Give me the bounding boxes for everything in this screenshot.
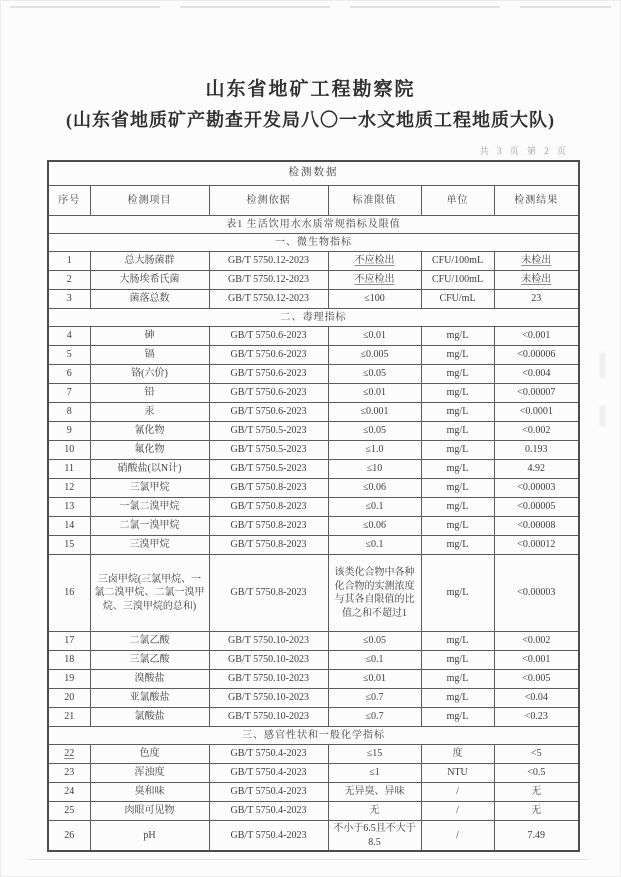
result-cell: 23 bbox=[494, 290, 579, 309]
method-cell: GB/T 5750.4-2023 bbox=[209, 802, 328, 821]
seq-cell: 2 bbox=[48, 271, 90, 290]
unit-cell: / bbox=[421, 802, 494, 821]
table-row bbox=[48, 764, 579, 783]
unit-cell: mg/L bbox=[421, 517, 494, 536]
limit-cell: ≤0.1 bbox=[328, 498, 421, 517]
item-cell: 三氯乙酸 bbox=[90, 651, 209, 670]
unit-cell: mg/L bbox=[421, 479, 494, 498]
seq-cell: 16 bbox=[48, 555, 90, 632]
limit-cell: ≤10 bbox=[328, 460, 421, 479]
method-cell: GB/T 5750.6-2023 bbox=[209, 327, 328, 346]
result-cell: <0.5 bbox=[494, 764, 579, 783]
table-row bbox=[48, 290, 579, 309]
limit-cell: ≤0.05 bbox=[328, 365, 421, 384]
method-cell: GB/T 5750.6-2023 bbox=[209, 384, 328, 403]
column-header-row bbox=[48, 186, 579, 216]
result-cell: 未检出 bbox=[494, 252, 579, 271]
section-label: 三、感官性状和一般化学指标 bbox=[48, 727, 579, 745]
unit-cell: mg/L bbox=[421, 422, 494, 441]
limit-cell: ≤0.7 bbox=[328, 708, 421, 727]
table-row bbox=[48, 460, 579, 479]
method-cell: GB/T 5750.8-2023 bbox=[209, 479, 328, 498]
limit-cell: ≤0.01 bbox=[328, 670, 421, 689]
scan-smudge-artifact bbox=[600, 352, 605, 378]
item-cell: pH bbox=[90, 821, 209, 852]
seq-cell: 14 bbox=[48, 517, 90, 536]
seq-cell: 9 bbox=[48, 422, 90, 441]
table-row bbox=[48, 708, 579, 727]
limit-cell: ≤1.0 bbox=[328, 441, 421, 460]
item-cell: 氰化物 bbox=[90, 422, 209, 441]
table-row bbox=[48, 422, 579, 441]
seq-cell: 23 bbox=[48, 764, 90, 783]
limit-cell: ≤0.06 bbox=[328, 517, 421, 536]
item-cell: 二氯一溴甲烷 bbox=[90, 517, 209, 536]
limit-cell: ≤0.05 bbox=[328, 632, 421, 651]
item-cell: 砷 bbox=[90, 327, 209, 346]
method-cell: GB/T 5750.8-2023 bbox=[209, 555, 328, 632]
unit-cell: CFU/100mL bbox=[421, 271, 494, 290]
limit-cell: ≤0.7 bbox=[328, 689, 421, 708]
limit-cell: ≤0.1 bbox=[328, 651, 421, 670]
result-cell: <0.001 bbox=[494, 651, 579, 670]
item-cell: 溴酸盐 bbox=[90, 670, 209, 689]
test-data-table bbox=[47, 160, 580, 852]
result-cell: <0.00003 bbox=[494, 479, 579, 498]
seq-cell: 6 bbox=[48, 365, 90, 384]
method-cell: GB/T 5750.6-2023 bbox=[209, 365, 328, 384]
table-row bbox=[48, 689, 579, 708]
limit-cell: 该类化合物中各种化合物的实测浓度与其各自限值的比值之和不超过1 bbox=[328, 555, 421, 632]
limit-cell: ≤100 bbox=[328, 290, 421, 309]
seq-cell: 17 bbox=[48, 632, 90, 651]
method-cell: GB/T 5750.10-2023 bbox=[209, 670, 328, 689]
method-cell: GB/T 5750.4-2023 bbox=[209, 821, 328, 852]
result-cell: <5 bbox=[494, 745, 579, 764]
table-row bbox=[48, 821, 579, 852]
table-row bbox=[48, 745, 579, 764]
unit-cell: / bbox=[421, 783, 494, 802]
table-row bbox=[48, 498, 579, 517]
limit-cell: ≤0.06 bbox=[328, 479, 421, 498]
unit-cell: mg/L bbox=[421, 536, 494, 555]
unit-cell: mg/L bbox=[421, 384, 494, 403]
unit-cell: CFU/mL bbox=[421, 290, 494, 309]
table-row bbox=[48, 632, 579, 651]
org-title: 山东省地矿工程勘察院 bbox=[205, 79, 416, 100]
seq-cell: 26 bbox=[48, 821, 90, 852]
item-cell: 铬(六价) bbox=[90, 365, 209, 384]
section-label: 一、微生物指标 bbox=[48, 234, 579, 252]
method-cell: GB/T 5750.8-2023 bbox=[209, 536, 328, 555]
test-data-table-body bbox=[48, 161, 579, 851]
item-cell: 汞 bbox=[90, 403, 209, 422]
result-cell: <0.00007 bbox=[494, 384, 579, 403]
limit-cell: ≤0.1 bbox=[328, 536, 421, 555]
result-cell: <0.00008 bbox=[494, 517, 579, 536]
unit-cell: mg/L bbox=[421, 708, 494, 727]
unit-cell: mg/L bbox=[421, 651, 494, 670]
unit-cell: mg/L bbox=[421, 346, 494, 365]
seq-cell: 12 bbox=[48, 479, 90, 498]
result-cell: 7.49 bbox=[494, 821, 579, 852]
table-row bbox=[48, 802, 579, 821]
section-row bbox=[48, 309, 579, 327]
column-header: 标准限值 bbox=[328, 186, 421, 216]
method-cell: GB/T 5750.4-2023 bbox=[209, 764, 328, 783]
seq-cell: 19 bbox=[48, 670, 90, 689]
result-cell: <0.001 bbox=[494, 327, 579, 346]
limit-cell: ≤0.005 bbox=[328, 346, 421, 365]
limit-cell: ≤1 bbox=[328, 764, 421, 783]
org-subtitle: (山东省地质矿产勘查开发局八〇一水文地质工程地质大队) bbox=[66, 110, 555, 130]
method-cell: GB/T 5750.10-2023 bbox=[209, 632, 328, 651]
page-number-note: 共 3 页 第 2 页 bbox=[479, 146, 569, 156]
table-row bbox=[48, 327, 579, 346]
unit-cell: NTU bbox=[421, 764, 494, 783]
item-cell: 三溴甲烷 bbox=[90, 536, 209, 555]
seq-cell: 10 bbox=[48, 441, 90, 460]
item-cell: 大肠埃希氏菌 bbox=[90, 271, 209, 290]
method-cell: GB/T 5750.8-2023 bbox=[209, 498, 328, 517]
table-row bbox=[48, 403, 579, 422]
result-cell: 无 bbox=[494, 802, 579, 821]
table-row bbox=[48, 479, 579, 498]
table-row bbox=[48, 555, 579, 632]
seq-cell: 22 bbox=[48, 745, 90, 764]
seq-cell: 7 bbox=[48, 384, 90, 403]
unit-cell: mg/L bbox=[421, 403, 494, 422]
table-row bbox=[48, 441, 579, 460]
item-cell: 总大肠菌群 bbox=[90, 252, 209, 271]
seq-cell: 5 bbox=[48, 346, 90, 365]
column-header: 检测依据 bbox=[209, 186, 328, 216]
item-cell: 一氯二溴甲烷 bbox=[90, 498, 209, 517]
column-header: 检测结果 bbox=[494, 186, 579, 216]
scan-smudge-artifact bbox=[600, 405, 605, 427]
result-cell: 0.193 bbox=[494, 441, 579, 460]
limit-cell: ≤0.01 bbox=[328, 327, 421, 346]
table-row bbox=[48, 365, 579, 384]
seq-cell: 11 bbox=[48, 460, 90, 479]
method-cell: GB/T 5750.5-2023 bbox=[209, 460, 328, 479]
result-cell: 无 bbox=[494, 783, 579, 802]
table-row bbox=[48, 536, 579, 555]
method-cell: GB/T 5750.5-2023 bbox=[209, 441, 328, 460]
limit-cell: ≤0.05 bbox=[328, 422, 421, 441]
result-cell: <0.0001 bbox=[494, 403, 579, 422]
table-row bbox=[48, 271, 579, 290]
unit-cell: mg/L bbox=[421, 632, 494, 651]
seq-cell: 13 bbox=[48, 498, 90, 517]
method-cell: GB/T 5750.6-2023 bbox=[209, 346, 328, 365]
section-row bbox=[48, 216, 579, 234]
result-cell: <0.04 bbox=[494, 689, 579, 708]
result-cell: <0.00012 bbox=[494, 536, 579, 555]
unit-cell: mg/L bbox=[421, 365, 494, 384]
table-row bbox=[48, 517, 579, 536]
limit-cell: 不应检出 bbox=[328, 271, 421, 290]
seq-cell: 25 bbox=[48, 802, 90, 821]
seq-cell: 20 bbox=[48, 689, 90, 708]
item-cell: 氯酸盐 bbox=[90, 708, 209, 727]
item-cell: 亚氯酸盐 bbox=[90, 689, 209, 708]
item-cell: 浑浊度 bbox=[90, 764, 209, 783]
seq-cell: 15 bbox=[48, 536, 90, 555]
method-cell: GB/T 5750.6-2023 bbox=[209, 403, 328, 422]
result-cell: <0.002 bbox=[494, 632, 579, 651]
scan-shadow-artifact bbox=[28, 859, 588, 860]
method-cell: GB/T 5750.4-2023 bbox=[209, 745, 328, 764]
table-caption-row bbox=[48, 161, 579, 186]
item-cell: 二氯乙酸 bbox=[90, 632, 209, 651]
limit-cell: 不应检出 bbox=[328, 252, 421, 271]
unit-cell: mg/L bbox=[421, 327, 494, 346]
section-label: 二、毒理指标 bbox=[48, 309, 579, 327]
method-cell: GB/T 5750.10-2023 bbox=[209, 651, 328, 670]
result-cell: <0.002 bbox=[494, 422, 579, 441]
method-cell: GB/T 5750.10-2023 bbox=[209, 708, 328, 727]
limit-cell: ≤0.001 bbox=[328, 403, 421, 422]
method-cell: GB/T 5750.12-2023 bbox=[209, 290, 328, 309]
method-cell: GB/T 5750.12-2023 bbox=[209, 252, 328, 271]
unit-cell: mg/L bbox=[421, 670, 494, 689]
column-header: 序号 bbox=[48, 186, 90, 216]
seq-cell: 4 bbox=[48, 327, 90, 346]
table-caption: 检测数据 bbox=[48, 161, 579, 186]
result-cell: <0.004 bbox=[494, 365, 579, 384]
limit-cell: ≤15 bbox=[328, 745, 421, 764]
unit-cell: CFU/100mL bbox=[421, 252, 494, 271]
section-row bbox=[48, 234, 579, 252]
method-cell: GB/T 5750.5-2023 bbox=[209, 422, 328, 441]
item-cell: 三氯甲烷 bbox=[90, 479, 209, 498]
item-cell: 镉 bbox=[90, 346, 209, 365]
limit-cell: 无 bbox=[328, 802, 421, 821]
seq-cell: 3 bbox=[48, 290, 90, 309]
unit-cell: / bbox=[421, 821, 494, 852]
result-cell: <0.00003 bbox=[494, 555, 579, 632]
limit-cell: 无异臭、异味 bbox=[328, 783, 421, 802]
limit-cell: 不小于6.5且不大于8.5 bbox=[328, 821, 421, 852]
seq-cell: 18 bbox=[48, 651, 90, 670]
item-cell: 肉眼可见物 bbox=[90, 802, 209, 821]
item-cell: 色度 bbox=[90, 745, 209, 764]
table-row bbox=[48, 346, 579, 365]
result-cell: 4.92 bbox=[494, 460, 579, 479]
unit-cell: mg/L bbox=[421, 689, 494, 708]
item-cell: 三卤甲烷(三氯甲烷、一氯二溴甲烷、二氯一溴甲烷、三溴甲烷的总和) bbox=[90, 555, 209, 632]
seq-cell: 8 bbox=[48, 403, 90, 422]
table-row bbox=[48, 651, 579, 670]
table-row bbox=[48, 384, 579, 403]
result-cell: <0.00005 bbox=[494, 498, 579, 517]
method-cell: GB/T 5750.12-2023 bbox=[209, 271, 328, 290]
unit-cell: 度 bbox=[421, 745, 494, 764]
limit-cell: ≤0.01 bbox=[328, 384, 421, 403]
table-row bbox=[48, 783, 579, 802]
method-cell: GB/T 5750.10-2023 bbox=[209, 689, 328, 708]
unit-cell: mg/L bbox=[421, 460, 494, 479]
method-cell: GB/T 5750.8-2023 bbox=[209, 517, 328, 536]
result-cell: <0.005 bbox=[494, 670, 579, 689]
item-cell: 硝酸盐(以N计) bbox=[90, 460, 209, 479]
section-row bbox=[48, 727, 579, 745]
unit-cell: mg/L bbox=[421, 498, 494, 517]
item-cell: 氟化物 bbox=[90, 441, 209, 460]
seq-cell: 24 bbox=[48, 783, 90, 802]
scan-edge-artifact bbox=[10, 6, 611, 8]
method-cell: GB/T 5750.4-2023 bbox=[209, 783, 328, 802]
seq-cell: 1 bbox=[48, 252, 90, 271]
result-cell: <0.00006 bbox=[494, 346, 579, 365]
item-cell: 菌落总数 bbox=[90, 290, 209, 309]
item-cell: 臭和味 bbox=[90, 783, 209, 802]
item-cell: 铅 bbox=[90, 384, 209, 403]
table-row bbox=[48, 252, 579, 271]
table-row bbox=[48, 670, 579, 689]
unit-cell: mg/L bbox=[421, 441, 494, 460]
seq-cell: 21 bbox=[48, 708, 90, 727]
result-cell: <0.23 bbox=[494, 708, 579, 727]
unit-cell: mg/L bbox=[421, 555, 494, 632]
column-header: 检测项目 bbox=[90, 186, 209, 216]
section-label: 表1 生活饮用水水质常规指标及限值 bbox=[48, 216, 579, 234]
result-cell: 未检出 bbox=[494, 271, 579, 290]
column-header: 单位 bbox=[421, 186, 494, 216]
